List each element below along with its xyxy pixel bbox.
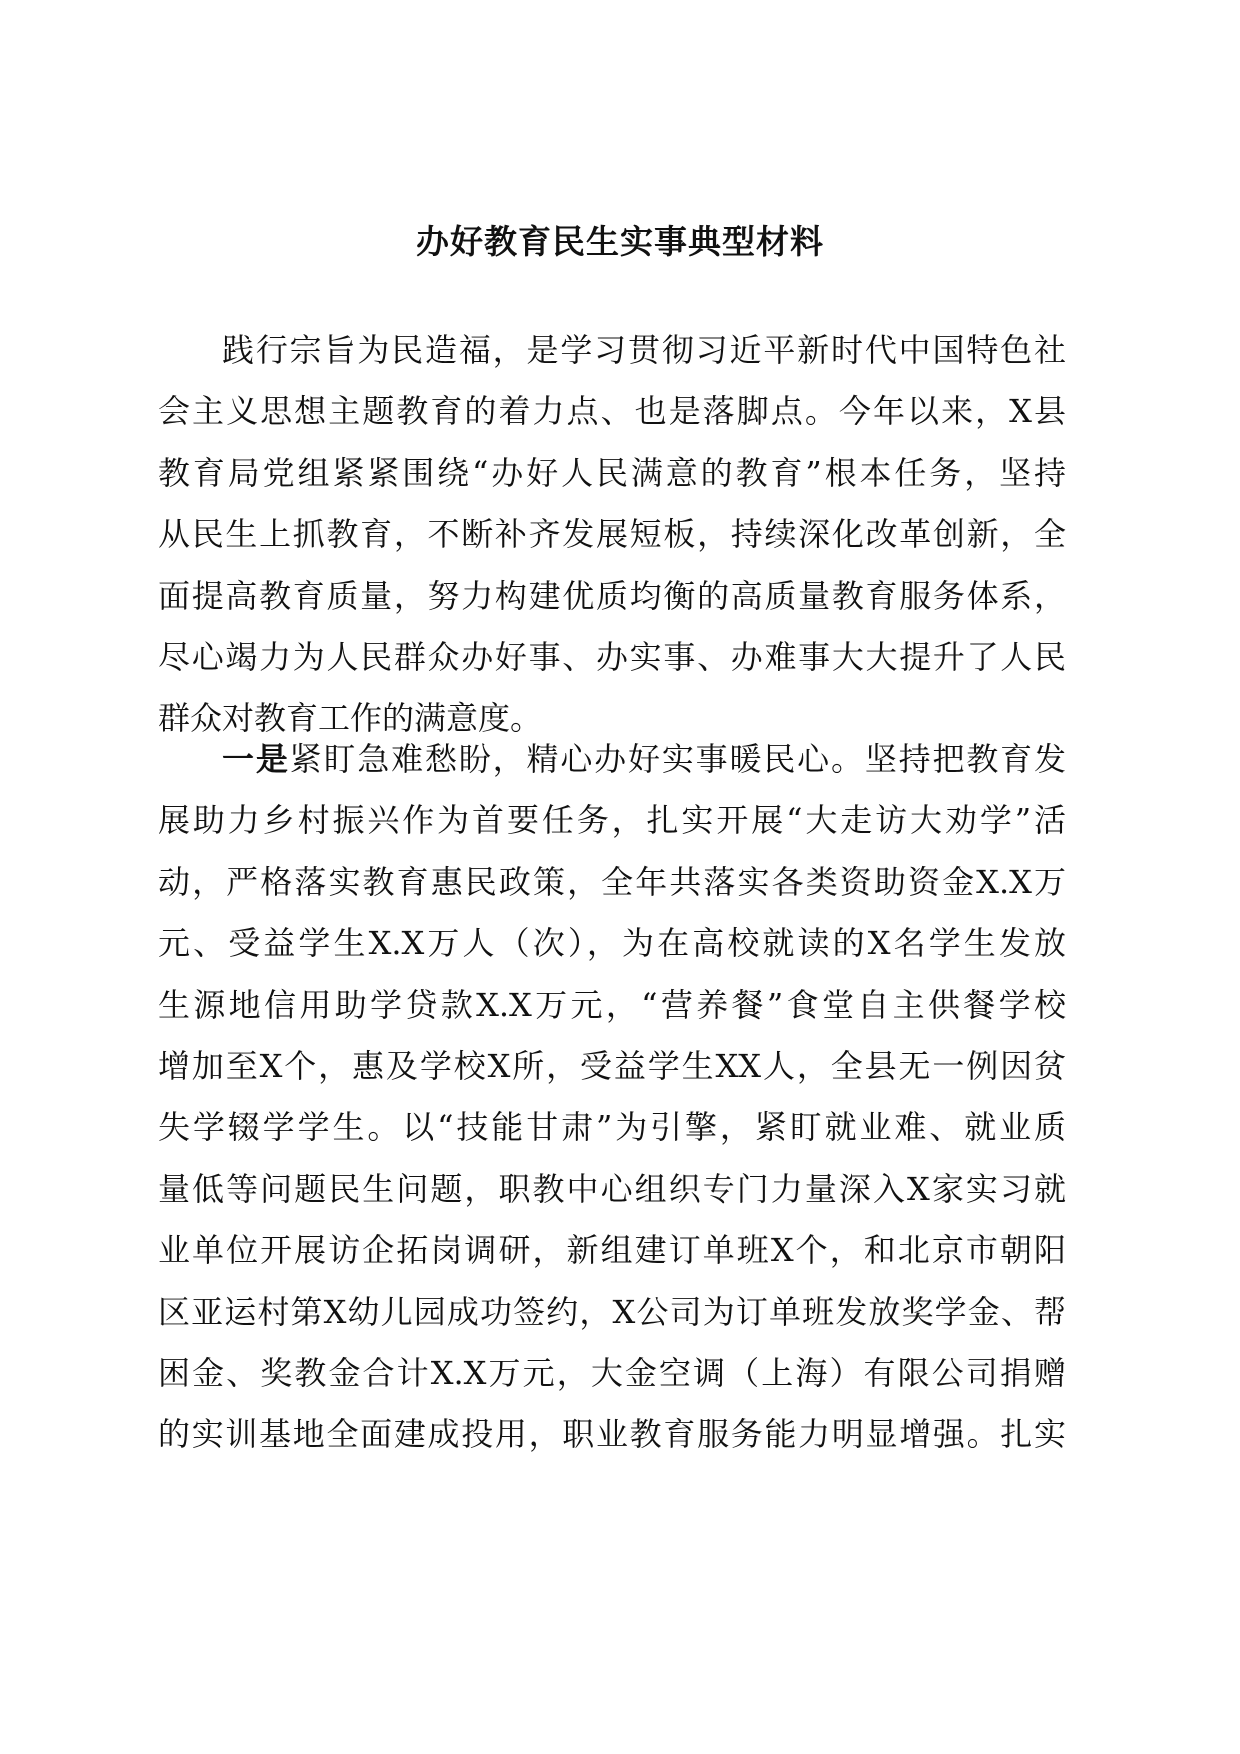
text-line: 从民生上抓教育，不断补齐发展短板，持续深化改革创新，全	[158, 515, 1066, 554]
text-line: 践行宗旨为民造福，是学习贯彻习近平新时代中国特色社	[222, 331, 1066, 369]
paragraph-point-one	[158, 729, 1066, 1466]
text-line: 展助力乡村振兴作为首要任务，扎实开展“大走访大劝学”活	[158, 801, 1066, 840]
text-line-rest: 紧盯急难愁盼，精心办好实事暖民心。坚持把教育发	[289, 740, 1066, 778]
paragraph-intro	[158, 320, 1066, 750]
text-line: 生源地信用助学贷款X.X万元，“营养餐”食堂自主供餐学校	[158, 985, 1066, 1024]
text-line: 动，严格落实教育惠民政策，全年共落实各类资助资金X.X万	[158, 862, 1066, 901]
document-title: 办好教育民生实事典型材料	[416, 222, 824, 261]
text-line: 业单位开展访企拓岗调研，新组建订单班X个，和北京市朝阳	[158, 1231, 1066, 1270]
text-line: 量低等问题民生问题，职教中心组织专门力量深入X家实习就	[158, 1169, 1066, 1208]
text-line: 会主义思想主题教育的着力点、也是落脚点。今年以来，X县	[158, 392, 1066, 431]
text-line: 区亚运村第X幼儿园成功签约，X公司为订单班发放奖学金、帮	[158, 1292, 1066, 1331]
paragraph-lead: 一是	[222, 740, 290, 778]
text-line: 的实训基地全面建成投用，职业教育服务能力明显增强。扎实	[158, 1415, 1066, 1454]
text-line: 教育局党组紧紧围绕“办好人民满意的教育”根本任务，坚持	[158, 453, 1066, 492]
text-line: 元、受益学生X.X万人（次），为在高校就读的X名学生发放	[158, 924, 1066, 963]
text-line: 失学辍学学生。以“技能甘肃”为引擎，紧盯就业难、就业质	[158, 1108, 1066, 1147]
text-line: 尽心竭力为人民群众办好事、办实事、办难事大大提升了人民	[158, 637, 1066, 676]
text-line: 面提高教育质量，努力构建优质均衡的高质量教育服务体系，	[158, 576, 1066, 615]
text-line: 群众对教育工作的满意度。	[158, 699, 543, 738]
text-line: 困金、奖教金合计X.X万元，大金空调（上海）有限公司捐赠	[158, 1353, 1066, 1392]
text-line: 增加至X个，惠及学校X所，受益学生XX人，全县无一例因贫	[158, 1046, 1066, 1085]
text-line-first	[158, 729, 1066, 790]
